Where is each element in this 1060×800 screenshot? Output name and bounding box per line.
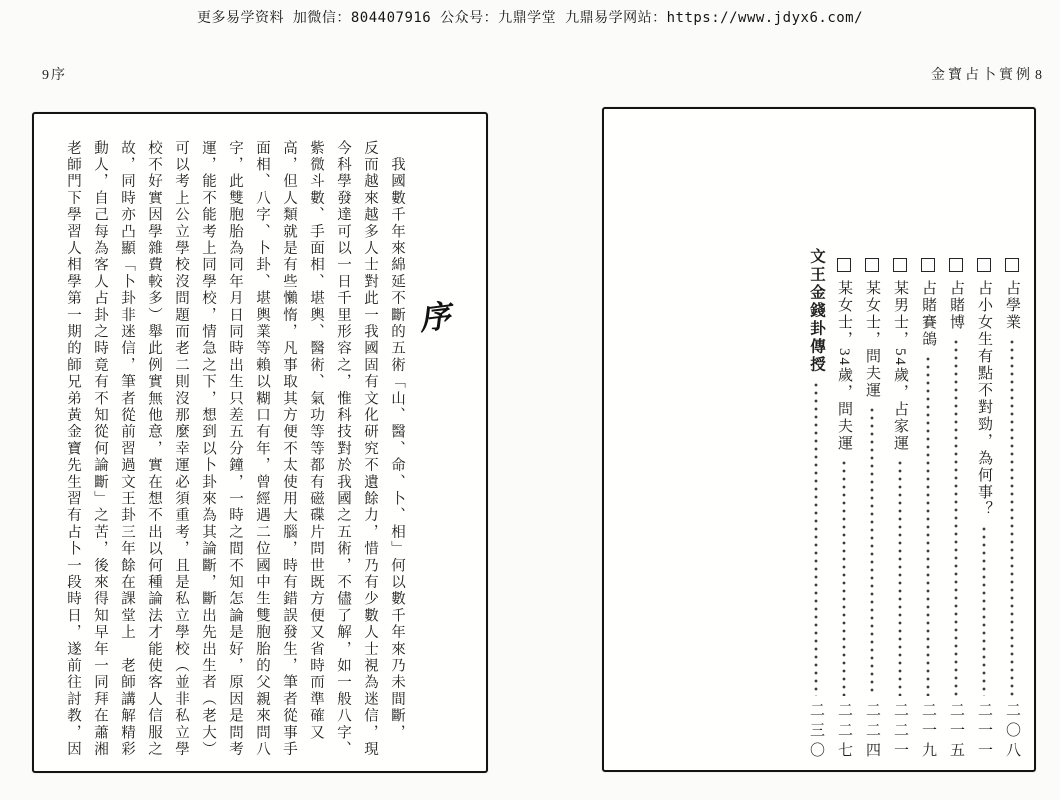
checkbox-icon	[921, 258, 935, 272]
right-page	[602, 107, 1036, 772]
toc-entry-page: 二一九	[920, 702, 936, 762]
toc-entry-page: 二二四	[864, 702, 880, 762]
toc-entry-label: 某女士，34歲，問夫運	[836, 280, 852, 452]
text-column: 反而越來越多人士對此一我國固有文化研究不遺餘力，惜乃有少數人士視為迷信，現	[362, 140, 378, 758]
dot-leader	[898, 459, 902, 696]
toc-entry	[830, 257, 858, 762]
toc-entry-page: 二一五	[948, 702, 964, 762]
text-column: 運，能不能考上同學校，情急之下，想到以卜卦來為其論斷，斷出先出生者（老大）	[200, 140, 216, 758]
toc-entry-page: 二〇八	[1004, 702, 1020, 762]
toc-entry-label: 某男士，54歲，占家運	[892, 280, 908, 452]
toc-entry	[858, 257, 886, 762]
dot-leader	[814, 381, 818, 696]
left-running-head	[40, 64, 71, 84]
text-column: 老師門下學習人相學第一期的師兄弟黃金寶先生習有占卜一段時日，遂前往討教，因	[65, 140, 81, 758]
toc-entry	[970, 257, 998, 762]
text-column: 動人，自己每為客人占卦之時竟有不知從何論斷」之苦，後來得知早年一同拜在蕭湘	[92, 140, 108, 758]
dot-leader	[954, 338, 958, 696]
toc-section-title-label: 文王金錢卦傳授	[808, 248, 825, 374]
toc-entry	[942, 257, 970, 762]
text-column: 校不好實因學雜費較多）舉此例實無他意，實在想不出以何種論法才能使客人信服之	[146, 140, 162, 758]
text-column: 字，此雙胞胎為同年月日同時出生只差五分鐘，一時之間不知怎論是好，原因是問考	[227, 140, 243, 758]
toc-entry-page: 二一一	[976, 702, 992, 762]
toc-entry-label: 占賭博	[948, 280, 964, 331]
dot-leader	[870, 406, 874, 696]
toc-entry	[998, 257, 1026, 762]
toc-entry	[914, 257, 942, 762]
text-column: 面相、八字、卜卦、堪輿業等賴以糊口有年，曾經遇二位國中生雙胞胎的父親來問八	[254, 140, 270, 758]
left-page	[32, 112, 488, 773]
text-column: 紫微斗數、手面相、堪輿、醫術、氣功等等都有磁碟片問世既方便又省時而準確又	[308, 140, 324, 742]
text-column: 可以考上公立學校沒問題而老二則沒那麼幸運必須重考，且是私立學校（並非私立學	[173, 140, 189, 758]
text-column: 今科學發達可以一日千里形容之，惟科技對於我國之五術，不儘了解，如一般八字、	[335, 140, 351, 758]
toc-entry-label: 占小女生有點不對勁，為何事？	[976, 280, 992, 518]
dot-leader	[926, 355, 930, 696]
right-running-head	[931, 64, 1044, 84]
dot-leader	[1010, 338, 1014, 696]
toc-entry-page: 二二一	[892, 702, 908, 762]
checkbox-icon	[949, 258, 963, 272]
dot-leader	[982, 525, 986, 696]
left-page-title: 序	[51, 68, 71, 83]
checkbox-icon	[837, 258, 851, 272]
preface-vertical-text	[59, 140, 410, 763]
toc-section-title-page: 二三〇	[808, 702, 824, 762]
checkbox-icon	[893, 258, 907, 272]
checkbox-icon	[1005, 258, 1019, 272]
checkbox-icon	[977, 258, 991, 272]
toc-entry-label: 占賭賽鴿	[920, 280, 936, 348]
text-column: 我國數千年來綿延不斷的五術「山、醫、命、卜、相」何以數千年來乃未間斷，	[389, 140, 405, 742]
checkbox-icon	[865, 258, 879, 272]
toc-section-title	[802, 248, 830, 762]
right-page-title: 金寶占卜實例	[931, 68, 1033, 83]
toc-entry-page: 二二七	[836, 702, 852, 762]
right-page-number: 8	[1035, 68, 1042, 83]
toc-entry	[886, 257, 914, 762]
handwritten-preface-character: 序	[417, 298, 453, 337]
text-column: 故，同時亦凸顯「卜卦非迷信，筆者從前習過文王卦三年餘在課堂上 老師講解精彩	[119, 140, 135, 758]
toc-block	[802, 248, 1026, 762]
promo-header-text: 更多易学资料 加微信：804407916 公众号：九鼎学堂 九鼎易学网站：https://www.jdyx6.com/	[196, 10, 864, 26]
toc-entry-label: 占學業	[1004, 280, 1020, 331]
dot-leader	[842, 459, 846, 696]
text-column: 高，但人類就是有些懶惰，凡事取其方便不太使用大腦，時有錯誤發生，筆者從事手	[281, 140, 297, 758]
left-page-number: 9	[42, 68, 49, 83]
toc-entry-label: 某女士，問夫運	[864, 280, 880, 399]
